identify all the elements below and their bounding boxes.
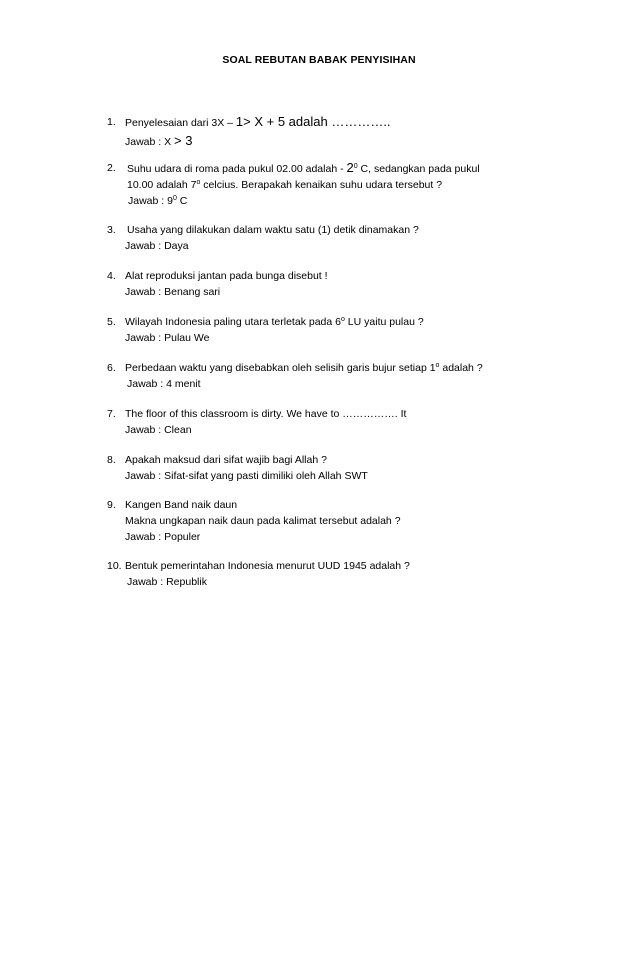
question-number: 7.: [107, 408, 116, 420]
question-number: 8.: [107, 454, 116, 466]
question-2: [107, 160, 577, 209]
answer-text: Jawab : Daya: [125, 240, 189, 252]
question-6: [107, 360, 577, 392]
question-9: [107, 497, 577, 545]
answer-text: Jawab : X > 3: [125, 133, 193, 148]
question-number: 3.: [107, 224, 116, 236]
question-3: [107, 222, 577, 254]
question-text: Apakah maksud dari sifat wajib bagi Allah ?: [125, 454, 327, 466]
question-7: [107, 406, 577, 438]
question-text: Bentuk pemerintahan Indonesia menurut UUD 1945 adalah ?: [125, 560, 410, 572]
answer-text: Jawab : Pulau We: [125, 332, 210, 344]
question-5: [107, 314, 577, 346]
question-number: 2.: [107, 162, 116, 174]
question-number: 5.: [107, 316, 116, 328]
answer-text: Jawab : Populer: [125, 531, 201, 543]
question-text: The floor of this classroom is dirty. We have to ……………. It: [125, 408, 407, 420]
question-text: Kangen Band naik daun: [125, 499, 238, 511]
page-title: SOAL REBUTAN BABAK PENYISIHAN: [222, 54, 416, 66]
question-text: Perbedaan waktu yang disebabkan oleh selisih garis bujur setiap 1$^o$ adalah ?: [125, 362, 483, 374]
question-text: Alat reproduksi jantan pada bunga disebut !: [125, 270, 328, 282]
answer-text: Jawab : 4 menit: [127, 378, 201, 390]
question-text: Penyelesaian dari 3X – 1> X + 5 adalah …………..: [125, 114, 391, 129]
question-text-continued: Makna ungkapan naik daun pada kalimat tersebut adalah ?: [125, 515, 401, 527]
question-4: [107, 268, 577, 300]
answer-text: Jawab : Sifat-sifat yang pasti dimiliki oleh Allah SWT: [125, 470, 368, 482]
question-number: 4.: [107, 270, 116, 282]
answer-text: Jawab : Clean: [125, 424, 192, 436]
question-10: [107, 558, 577, 590]
question-number: 9.: [107, 499, 116, 511]
question-text: Usaha yang dilakukan dalam waktu satu (1) detik dinamakan ?: [127, 224, 419, 236]
question-text: Suhu udara di roma pada pukul 02.00 adalah - $2^0$ C, sedangkan pada pukul: [127, 160, 480, 175]
question-text-continued: 10.00 adalah 7$^o$ celcius. Berapakah kenaikan suhu udara tersebut ?: [127, 179, 443, 191]
answer-text: Jawab : Republik: [127, 576, 207, 588]
question-number: 6.: [107, 362, 116, 374]
answer-text: Jawab : $9^0$ C: [128, 195, 188, 207]
question-number: 10.: [107, 560, 122, 572]
question-text: Wilayah Indonesia paling utara terletak pada 6$^o$ LU yaitu pulau ?: [125, 316, 424, 328]
question-number: 1.: [107, 116, 116, 128]
question-1: [107, 114, 577, 150]
answer-text: Jawab : Benang sari: [125, 286, 221, 298]
question-8: [107, 452, 577, 484]
